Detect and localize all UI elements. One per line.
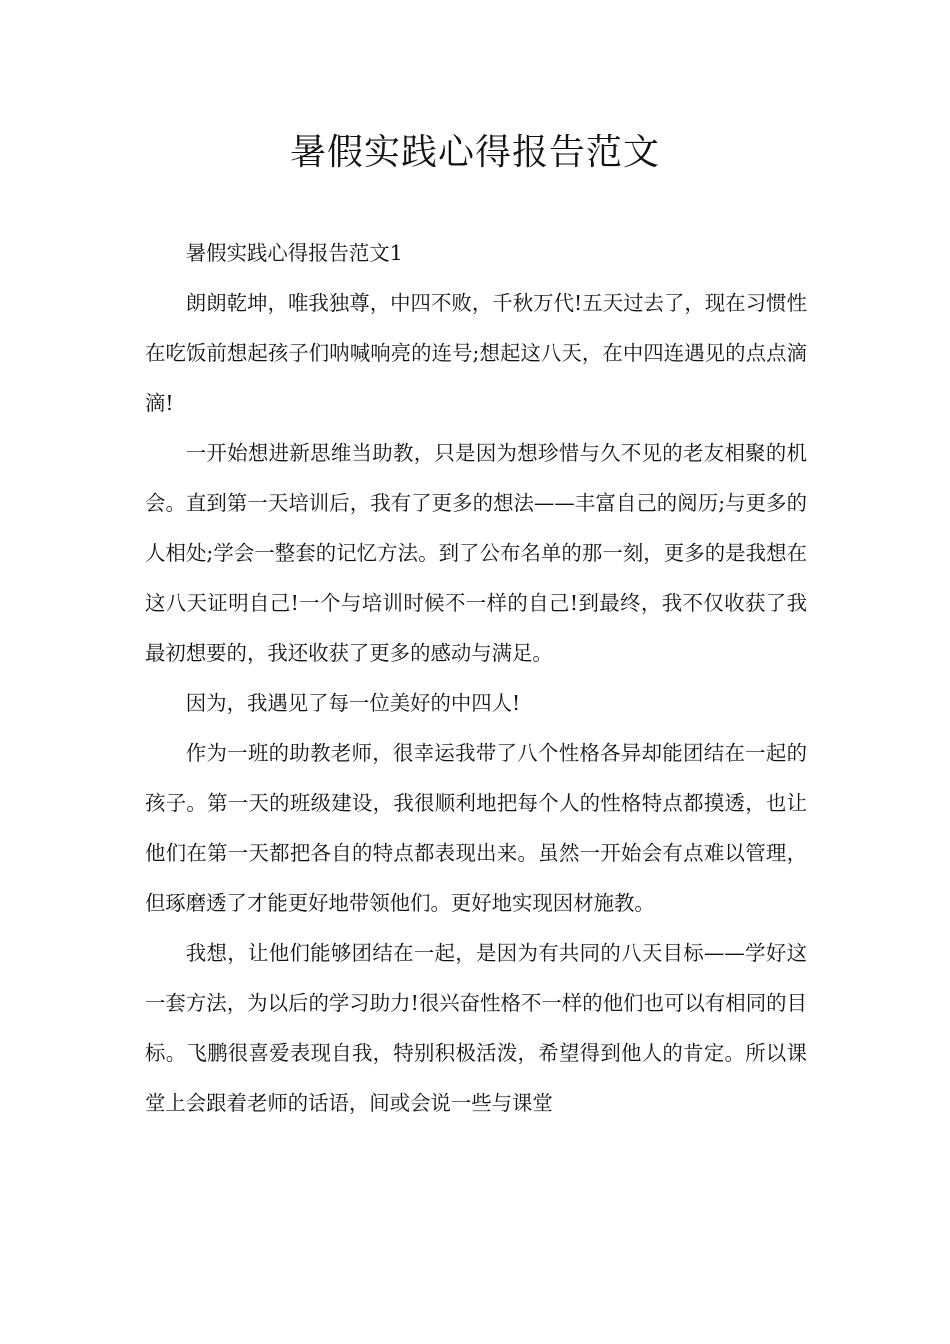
document-body [145,228,807,1128]
document-title: 暑假实践心得报告范文 [289,132,660,173]
paragraph: 作为一班的助教老师，很幸运我带了八个性格各异却能团结在一起的孩子。第一天的班级建设，我很顺利地把每个人的性格特点都摸透，也让他们在第一天都把各自的特点都表现出来。虽然一开始会有点难以管理，但琢磨透了才能更好地带领他们。更好地实现因材施教。 [145,741,807,915]
paragraph-heading: 暑假实践心得报告范文1 [185,241,403,265]
paragraph: 一开始想进新思维当助教，只是因为想珍惜与久不见的老友相聚的机会。直到第一天培训后，我有了更多的想法——丰富自己的阅历;与更多的人相处;学会一整套的记忆方法。到了公布名单的那一刻，更多的是我想在这八天证明自己!一个与培训时候不一样的自己!到最终，我不仅收获了我最初想要的，我还收获了更多的感动与满足。 [145,441,807,665]
paragraph: 因为，我遇见了每一位美好的中四人! [185,691,521,715]
paragraph: 我想，让他们能够团结在一起，是因为有共同的八天目标——学好这一套方法，为以后的学习助力!很兴奋性格不一样的他们也可以有相同的目标。飞鹏很喜爱表现自我，特别积极活泼，希望得到他人的肯定。所以课堂上会跟着老师的话语，间或会说一些与课堂 [145,941,807,1115]
paragraph: 朗朗乾坤，唯我独尊，中四不败，千秋万代!五天过去了，现在习惯性在吃饭前想起孩子们呐喊响亮的连号;想起这八天，在中四连遇见的点点滴滴! [145,291,807,415]
